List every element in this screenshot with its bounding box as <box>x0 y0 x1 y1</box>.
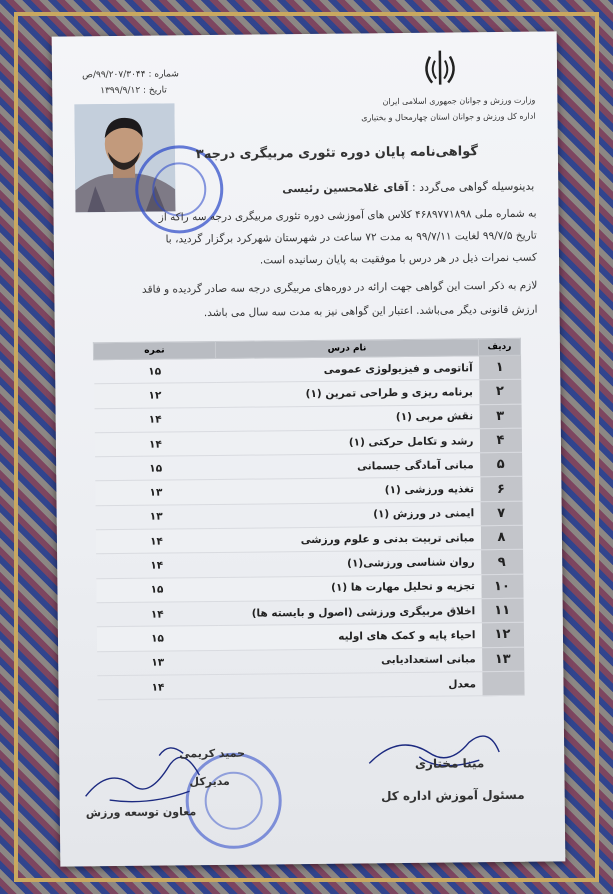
signer-left-name: حمید کریمی <box>179 746 246 761</box>
row-number-cell: ۱۱ <box>481 598 523 623</box>
holder-name: آقای غلامحسین رئیسی <box>282 180 409 196</box>
number-label: شماره : <box>148 69 179 80</box>
grade-cell: ۱۴ <box>95 529 217 555</box>
row-number-cell: ۴ <box>479 428 521 453</box>
signer-left-subtitle: معاون توسعه ورزش <box>85 805 197 820</box>
course-name-cell: نقش مربی (۱) <box>216 404 479 431</box>
average-num-cell <box>482 671 524 696</box>
date-field <box>100 85 167 96</box>
certificate-sheet <box>52 31 566 866</box>
grade-cell: ۱۳ <box>95 480 217 506</box>
grade-cell: ۱۳ <box>95 504 217 530</box>
average-value: ۱۴ <box>97 674 219 700</box>
course-name-cell: ایمنی در ورزش (۱) <box>217 501 480 528</box>
certificate-title: گواهی‌نامه پایان دوره تئوری مربیگری درجه۳ <box>195 144 478 163</box>
course-name-cell: روان شناسی ورزشی(۱) <box>218 550 481 577</box>
body-line-5: ارزش قانونی دیگر می‌باشد. اعتبار این گواهی نیز به مدت سه سال می باشد. <box>203 303 538 320</box>
course-name-cell: تجزیه و تحلیل مهارت ها (۱) <box>218 574 481 601</box>
certify-line <box>282 180 534 196</box>
body-line-4: لازم به ذکر است این گواهی جهت ارائه در دوره‌های مربیگری درجه سه صادر گردیده و فاقد <box>141 279 538 296</box>
course-name-cell: رشد و تکامل حرکتی (۱) <box>216 429 479 456</box>
header-course: نام درس <box>215 339 478 359</box>
course-name-cell: اخلاق مربیگری ورزشی (اصول و بایسته ها) <box>218 599 481 626</box>
course-name-cell: مبانی آمادگی جسمانی <box>217 453 480 480</box>
grade-cell: ۱۵ <box>96 626 218 652</box>
row-number-cell: ۷ <box>480 501 522 526</box>
course-name-cell: مبانی استعدادیابی <box>219 647 482 674</box>
grade-cell: ۱۵ <box>94 358 216 384</box>
iran-emblem-icon <box>416 44 465 93</box>
course-name-cell: احیاء پایه و کمک های اولیه <box>218 623 481 650</box>
row-number-cell: ۹ <box>481 550 523 575</box>
header-row-number: ردیف <box>478 338 520 355</box>
course-name-cell: آناتومی و فیزیولوژی عمومی <box>216 356 479 383</box>
signer-right-name: مینا مختاری <box>414 756 485 771</box>
row-number-cell: ۱۳ <box>482 647 524 672</box>
right-signature <box>359 722 510 784</box>
row-number-cell: ۱ <box>479 355 521 380</box>
ministry-name: وزارت ورزش و جوانان جمهوری اسلامی ایران <box>382 95 536 107</box>
grade-cell: ۱۵ <box>95 456 217 482</box>
row-number-cell: ۳ <box>479 404 521 429</box>
body-line-1: به شماره ملی ۴۶۸۹۷۷۱۸۹۸ کلاس های آموزشی دوره تئوری مربیگری درجه سه راکه از <box>158 207 537 224</box>
grade-cell: ۱۵ <box>96 577 218 603</box>
body-line-2: تاریخ ۹۹/۷/۵ لغایت ۹۹/۷/۱۱ به مدت ۷۲ ساعت در شهرستان شهرکرد برگزار گردید، با <box>165 229 537 246</box>
number-field <box>82 69 179 80</box>
grade-cell: ۱۳ <box>97 650 219 676</box>
body-line-3: کسب نمرات ذیل در هر درس با موفقیت به پایان رسانیده است. <box>259 251 538 267</box>
grade-cell: ۱۴ <box>94 431 216 457</box>
row-number-cell: ۵ <box>480 452 522 477</box>
average-label: معدل <box>219 672 482 699</box>
date-label: تاریخ : <box>142 85 167 96</box>
date-value: ۱۳۹۹/۹/۱۲ <box>100 85 141 97</box>
grade-cell: ۱۴ <box>96 601 218 627</box>
row-number-cell: ۱۰ <box>481 574 523 599</box>
course-name-cell: تغذیه ورزشی (۱) <box>217 477 480 504</box>
row-number-cell: ۸ <box>480 525 522 550</box>
grade-cell: ۱۲ <box>94 383 216 409</box>
grade-cell: ۱۴ <box>96 553 218 579</box>
course-name-cell: برنامه ریزی و طراحی تمرین (۱) <box>216 380 479 407</box>
header-grade: نمره <box>93 341 215 359</box>
signer-right-title: مسئول آموزش اداره کل <box>380 787 525 804</box>
office-name: اداره کل ورزش و جوانان استان چهارمحال و بختیاری <box>361 111 536 123</box>
signer-left-title: مدیرکل <box>189 774 230 789</box>
course-name-cell: مبانی تربیت بدنی و علوم ورزشی <box>217 526 480 553</box>
average-row <box>97 671 524 700</box>
grades-table <box>93 338 525 701</box>
row-number-cell: ۶ <box>480 477 522 502</box>
row-number-cell: ۱۲ <box>481 623 523 648</box>
number-value: ۹۹/۲۰۷/۳۰۴۴/ص <box>82 69 146 81</box>
row-number-cell: ۲ <box>479 380 521 405</box>
grade-cell: ۱۴ <box>94 407 216 433</box>
certify-prefix: بدینوسیله گواهی می‌گردد : <box>411 179 535 194</box>
